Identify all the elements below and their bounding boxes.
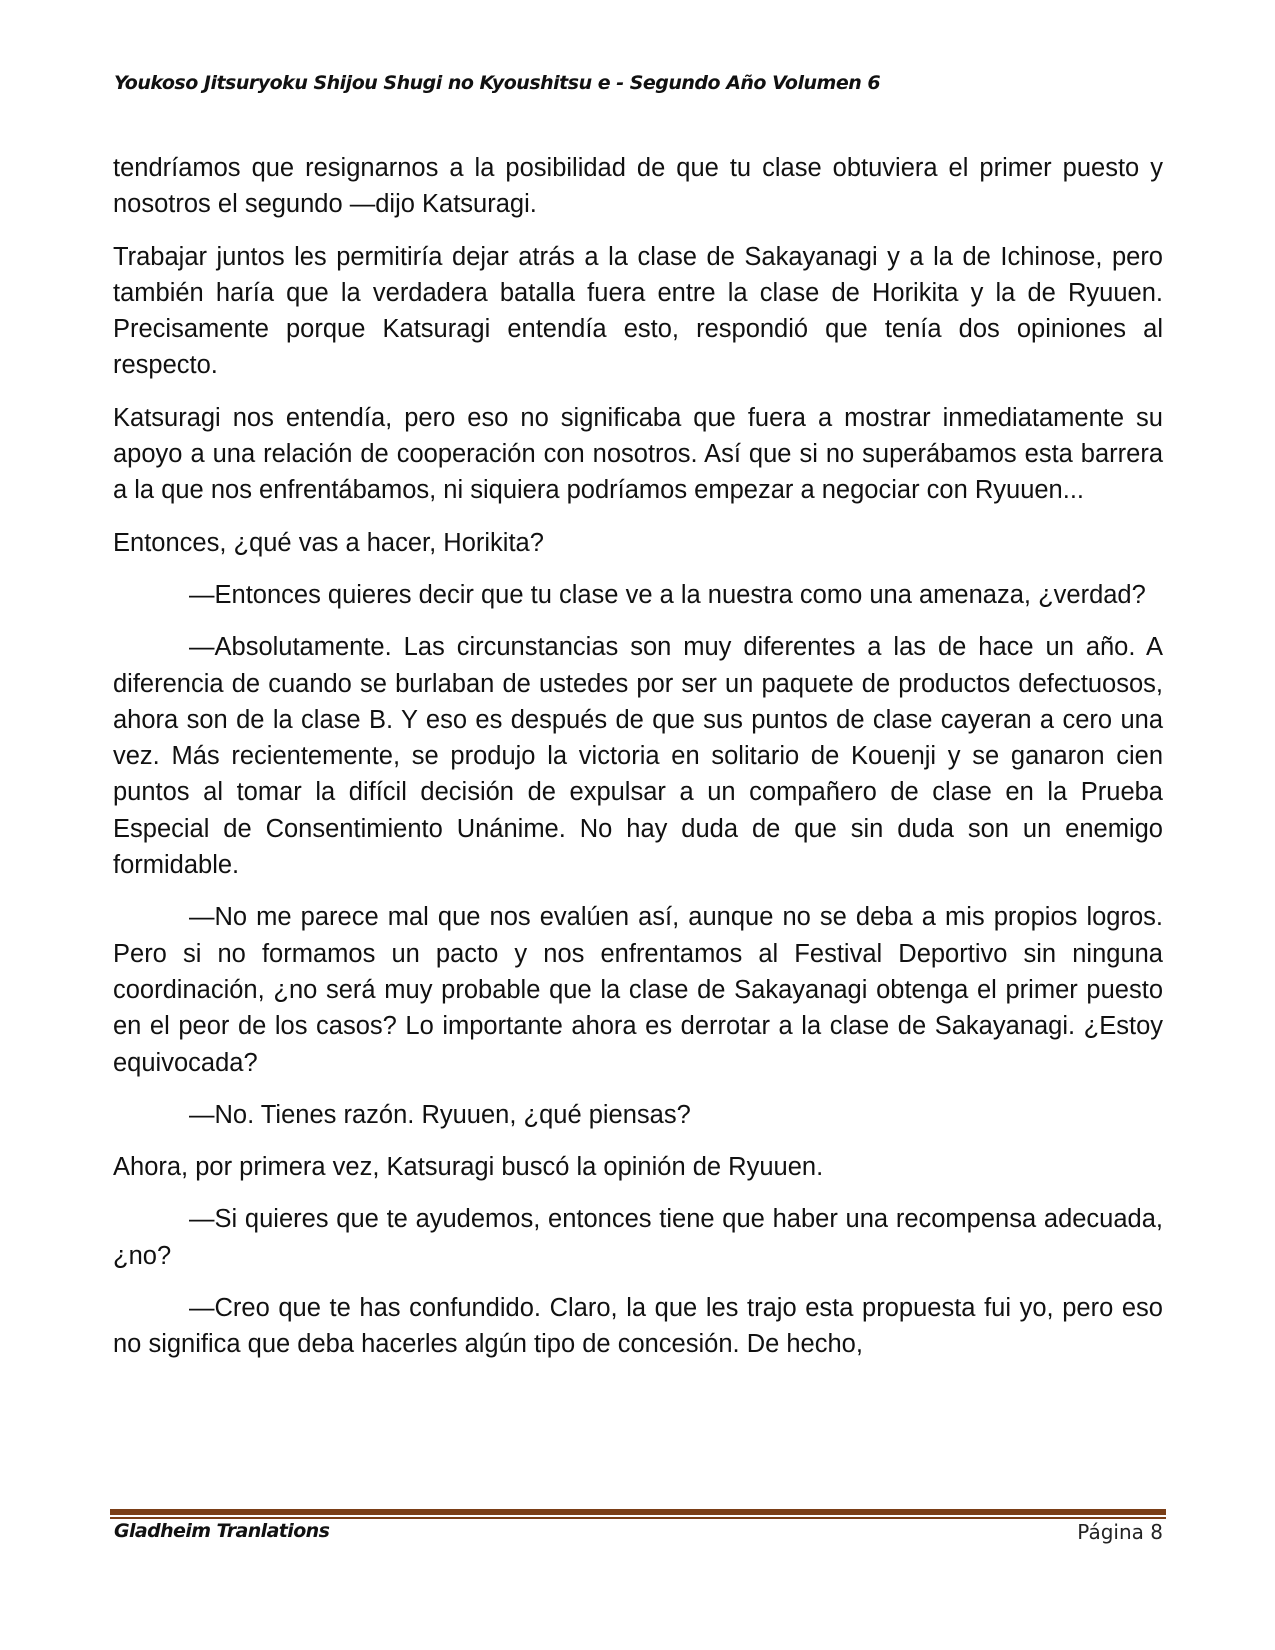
footer-divider (110, 1509, 1166, 1519)
page-body (113, 150, 1163, 1379)
dialogue-paragraph: —Entonces quieres decir que tu clase ve a la nuestra como una amenaza, ¿verdad? (189, 580, 1146, 609)
dialogue-paragraph: —No. Tienes razón. Ryuuen, ¿qué piensas? (189, 1100, 691, 1129)
dialogue-paragraph: —No me parece mal que nos evalúen así, aunque no se deba a mis propios logros. Pero si no formamos un pacto y nos enfrentamos al Festival Deportivo sin ninguna coordinación, ¿no será muy probable que la clase de Sakayanagi obtenga el primer puesto en el peor de los casos? Lo importante ahora es derrotar a la clase de Sakayanagi. ¿Estoy equivocada? (113, 903, 1163, 1077)
paragraph: Katsuragi nos entendía, pero eso no significaba que fuera a mostrar inmediatamente su apoyo a una relación de cooperación con nosotros. Así que si no superábamos esta barrera a la que nos enfrentábamos, ni siquiera podríamos empezar a negociar con Ryuuen... (113, 403, 1163, 505)
dialogue-paragraph: —Si quieres que te ayudemos, entonces tiene que haber una recompensa adecuada, ¿no? (113, 1205, 1163, 1270)
footer-divider-thin (110, 1517, 1166, 1519)
dialogue-paragraph: —Absolutamente. Las circunstancias son muy diferentes a las de hace un año. A diferencia de cuando se burlaban de ustedes por ser un paquete de productos defectuosos, ahora son de la clase B. Y eso es después de que sus puntos de clase cayeran a cero una vez. Más recientemente, se produjo la victoria en solitario de Kouenji y se ganaron cien puntos al tomar la difícil decisión de expulsar a un compañero de clase en la Prueba Especial de Consentimiento Unánime. No hay duda de que sin duda son un enemigo formidable. (113, 633, 1163, 880)
running-header: Youkoso Jitsuryoku Shijou Shugi no Kyoushitsu e - Segundo Año Volumen 6 (114, 72, 881, 94)
paragraph: Trabajar juntos les permitiría dejar atrás a la clase de Sakayanagi y a la de Ichinose, pero también haría que la verdadera batalla fuera entre la clase de Horikita y la de Ryuuen. Precisamente porque Katsuragi entendía esto, respondió que tenía dos opiniones al respecto. (113, 242, 1163, 380)
page-label: Página (1077, 1520, 1144, 1544)
paragraph: Entonces, ¿qué vas a hacer, Horikita? (113, 528, 544, 557)
footer-credit: Gladheim Tranlations (114, 1520, 330, 1542)
paragraph: tendríamos que resignarnos a la posibilidad de que tu clase obtuviera el primer puesto y nosotros el segundo —dijo Katsuragi. (113, 154, 1163, 219)
paragraph: Ahora, por primera vez, Katsuragi buscó la opinión de Ryuuen. (113, 1153, 824, 1182)
page-number (1077, 1520, 1163, 1544)
footer-divider-thick (110, 1509, 1166, 1515)
dialogue-paragraph: —Creo que te has confundido. Claro, la que les trajo esta propuesta fui yo, pero eso no significa que deba hacerles algún tipo de concesión. De hecho, (113, 1294, 1163, 1359)
page-number-value: 8 (1150, 1520, 1163, 1544)
